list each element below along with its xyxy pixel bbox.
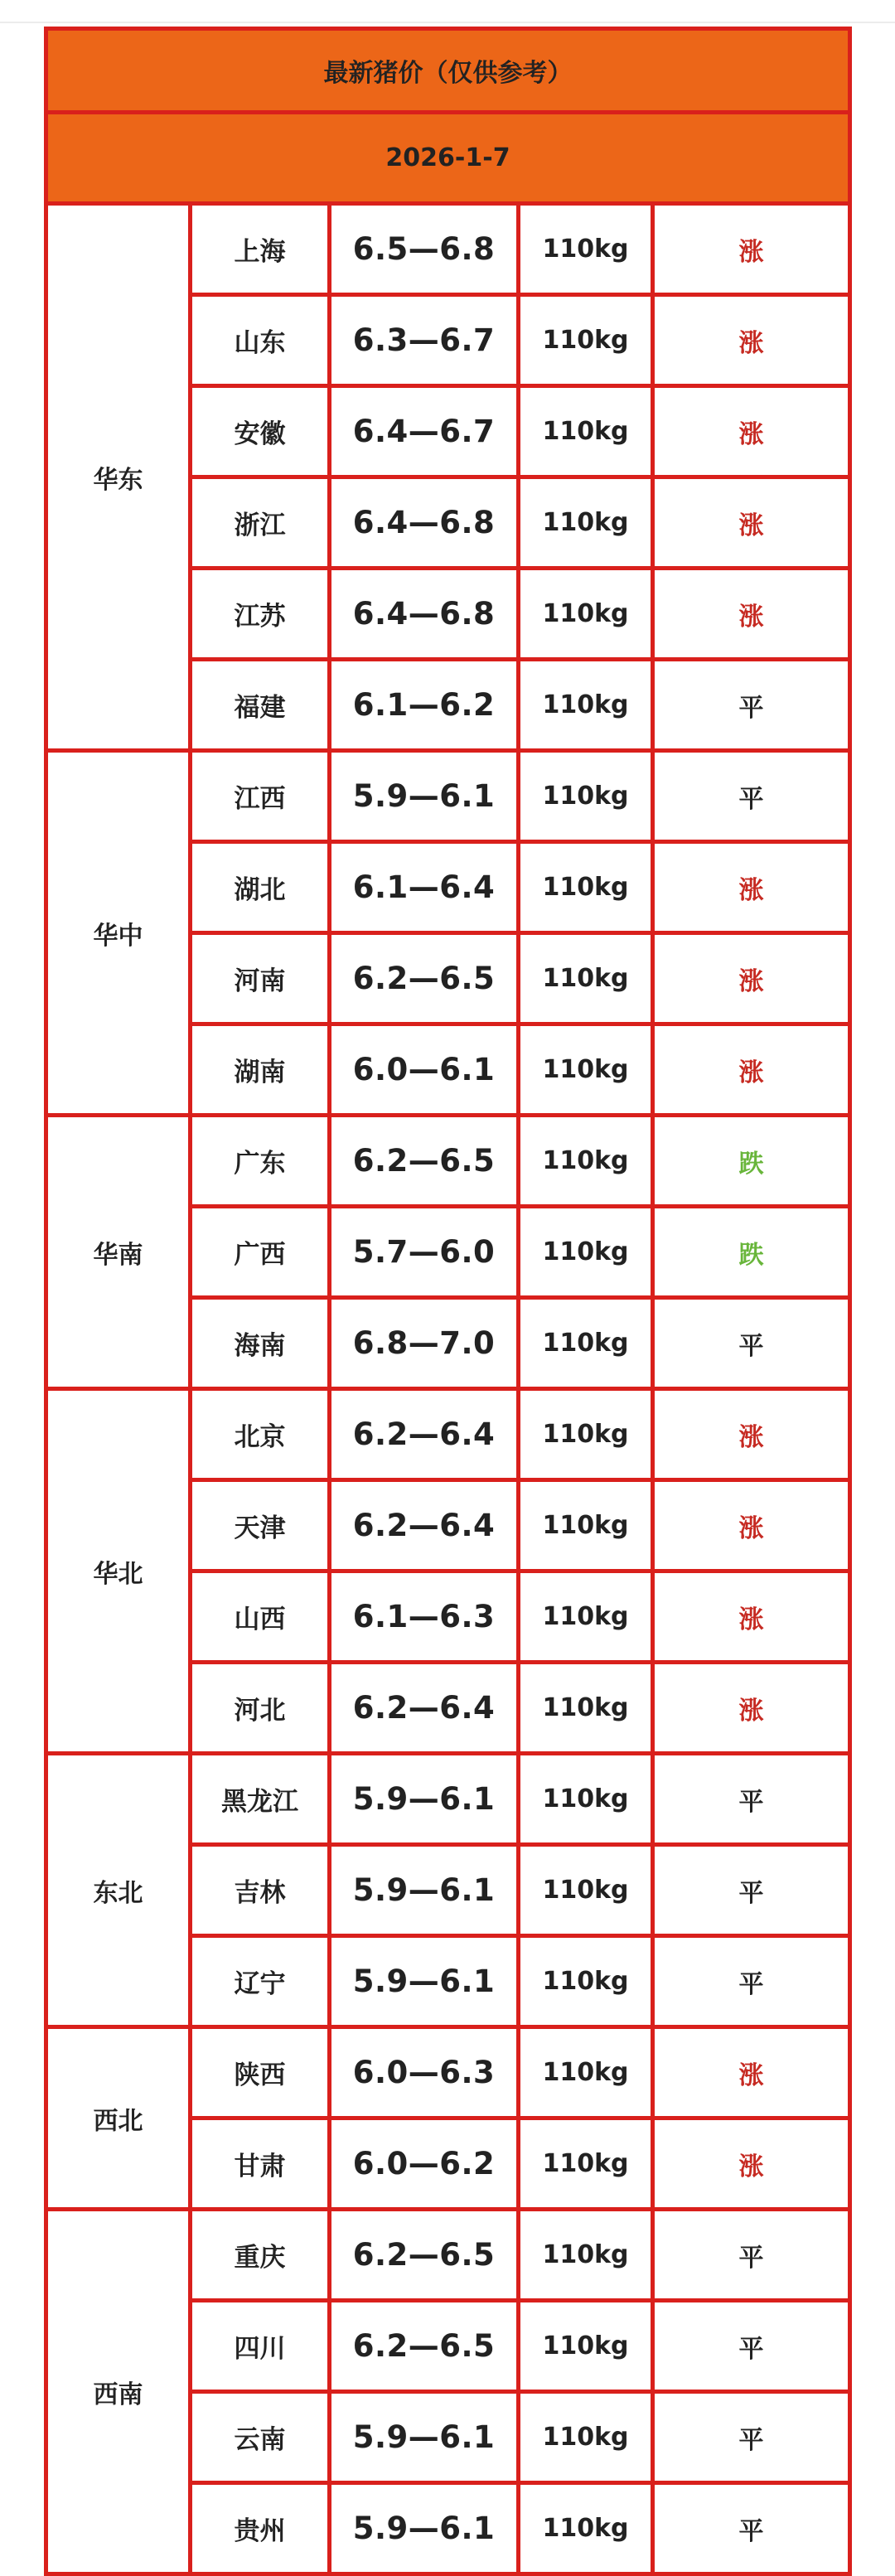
province-name: 云南: [191, 2392, 330, 2483]
trend-indicator: 跌: [653, 1207, 850, 1298]
price-range: 6.2—6.5: [330, 2210, 519, 2301]
province-name: 江苏: [191, 569, 330, 660]
trend-indicator: 涨: [653, 477, 850, 569]
weight-value: 110kg: [519, 1389, 653, 1480]
trend-indicator: 平: [653, 660, 850, 751]
price-range: 6.1—6.4: [330, 842, 519, 933]
weight-value: 110kg: [519, 1116, 653, 1207]
price-range: 6.4—6.7: [330, 386, 519, 477]
trend-indicator: 平: [653, 1845, 850, 1936]
top-divider: [0, 22, 895, 23]
price-range: 6.2—6.4: [330, 1663, 519, 1754]
weight-value: 110kg: [519, 1024, 653, 1116]
price-range: 6.0—6.2: [330, 2118, 519, 2210]
province-name: 山东: [191, 295, 330, 386]
price-range: 5.9—6.1: [330, 1754, 519, 1845]
table-row: [46, 1389, 850, 1480]
price-range: 6.2—6.4: [330, 1389, 519, 1480]
trend-indicator: 平: [653, 1754, 850, 1845]
province-name: 广东: [191, 1116, 330, 1207]
price-range: 6.3—6.7: [330, 295, 519, 386]
trend-indicator: 涨: [653, 842, 850, 933]
trend-indicator: 涨: [653, 295, 850, 386]
price-range: 6.4—6.8: [330, 477, 519, 569]
price-range: 5.9—6.1: [330, 1936, 519, 2027]
price-range: 6.8—7.0: [330, 1298, 519, 1389]
trend-indicator: 涨: [653, 1024, 850, 1116]
province-name: 四川: [191, 2301, 330, 2392]
date-row: [46, 113, 850, 204]
trend-indicator: 涨: [653, 386, 850, 477]
province-name: 辽宁: [191, 1936, 330, 2027]
table-row: [46, 1754, 850, 1845]
weight-value: 110kg: [519, 1754, 653, 1845]
region-name: 西南: [46, 2210, 191, 2574]
weight-value: 110kg: [519, 2118, 653, 2210]
weight-value: 110kg: [519, 1207, 653, 1298]
pig-price-table: [44, 27, 852, 2576]
price-range: 6.0—6.1: [330, 1024, 519, 1116]
price-range: 6.2—6.5: [330, 1116, 519, 1207]
price-range: 6.4—6.8: [330, 569, 519, 660]
weight-value: 110kg: [519, 1663, 653, 1754]
table-title: 最新猪价（仅供参考）: [46, 29, 850, 113]
province-name: 陕西: [191, 2027, 330, 2118]
table-row: [46, 751, 850, 842]
trend-indicator: 涨: [653, 1389, 850, 1480]
province-name: 湖南: [191, 1024, 330, 1116]
price-range: 5.9—6.1: [330, 751, 519, 842]
trend-indicator: 平: [653, 2210, 850, 2301]
province-name: 湖北: [191, 842, 330, 933]
region-name: 华南: [46, 1116, 191, 1389]
weight-value: 110kg: [519, 1845, 653, 1936]
province-name: 广西: [191, 1207, 330, 1298]
weight-value: 110kg: [519, 1936, 653, 2027]
price-range: 6.1—6.3: [330, 1571, 519, 1663]
province-name: 海南: [191, 1298, 330, 1389]
region-name: 西北: [46, 2027, 191, 2210]
trend-indicator: 平: [653, 751, 850, 842]
price-range: 6.2—6.5: [330, 2301, 519, 2392]
weight-value: 110kg: [519, 477, 653, 569]
province-name: 重庆: [191, 2210, 330, 2301]
province-name: 福建: [191, 660, 330, 751]
table-date: 2026-1-7: [46, 113, 850, 204]
trend-indicator: 涨: [653, 2027, 850, 2118]
trend-indicator: 涨: [653, 933, 850, 1024]
weight-value: 110kg: [519, 386, 653, 477]
trend-indicator: 涨: [653, 1480, 850, 1571]
price-range: 6.2—6.5: [330, 933, 519, 1024]
region-name: 华北: [46, 1389, 191, 1754]
weight-value: 110kg: [519, 1571, 653, 1663]
province-name: 浙江: [191, 477, 330, 569]
table-row: [46, 1116, 850, 1207]
weight-value: 110kg: [519, 2210, 653, 2301]
trend-indicator: 平: [653, 1298, 850, 1389]
weight-value: 110kg: [519, 295, 653, 386]
price-range: 6.1—6.2: [330, 660, 519, 751]
province-name: 北京: [191, 1389, 330, 1480]
province-name: 山西: [191, 1571, 330, 1663]
price-range: 6.5—6.8: [330, 204, 519, 295]
weight-value: 110kg: [519, 204, 653, 295]
weight-value: 110kg: [519, 751, 653, 842]
price-range: 6.0—6.3: [330, 2027, 519, 2118]
table-row: [46, 204, 850, 295]
table-row: [46, 2210, 850, 2301]
price-range: 5.9—6.1: [330, 2392, 519, 2483]
province-name: 甘肃: [191, 2118, 330, 2210]
trend-indicator: 涨: [653, 2118, 850, 2210]
trend-indicator: 平: [653, 2483, 850, 2574]
province-name: 天津: [191, 1480, 330, 1571]
weight-value: 110kg: [519, 2483, 653, 2574]
province-name: 吉林: [191, 1845, 330, 1936]
trend-indicator: 跌: [653, 1116, 850, 1207]
province-name: 黑龙江: [191, 1754, 330, 1845]
weight-value: 110kg: [519, 2301, 653, 2392]
table-row: [46, 2027, 850, 2118]
trend-indicator: 涨: [653, 1663, 850, 1754]
region-name: 华东: [46, 204, 191, 751]
weight-value: 110kg: [519, 842, 653, 933]
weight-value: 110kg: [519, 933, 653, 1024]
province-name: 河北: [191, 1663, 330, 1754]
weight-value: 110kg: [519, 569, 653, 660]
weight-value: 110kg: [519, 2027, 653, 2118]
weight-value: 110kg: [519, 1298, 653, 1389]
trend-indicator: 平: [653, 2301, 850, 2392]
trend-indicator: 平: [653, 2392, 850, 2483]
price-range: 5.9—6.1: [330, 1845, 519, 1936]
province-name: 贵州: [191, 2483, 330, 2574]
region-name: 华中: [46, 751, 191, 1116]
province-name: 江西: [191, 751, 330, 842]
price-range: 6.2—6.4: [330, 1480, 519, 1571]
trend-indicator: 涨: [653, 1571, 850, 1663]
weight-value: 110kg: [519, 2392, 653, 2483]
weight-value: 110kg: [519, 1480, 653, 1571]
region-name: 东北: [46, 1754, 191, 2027]
province-name: 上海: [191, 204, 330, 295]
weight-value: 110kg: [519, 660, 653, 751]
trend-indicator: 涨: [653, 204, 850, 295]
trend-indicator: 涨: [653, 569, 850, 660]
trend-indicator: 平: [653, 1936, 850, 2027]
province-name: 河南: [191, 933, 330, 1024]
province-name: 安徽: [191, 386, 330, 477]
title-row: [46, 29, 850, 113]
price-range: 5.9—6.1: [330, 2483, 519, 2574]
price-range: 5.7—6.0: [330, 1207, 519, 1298]
